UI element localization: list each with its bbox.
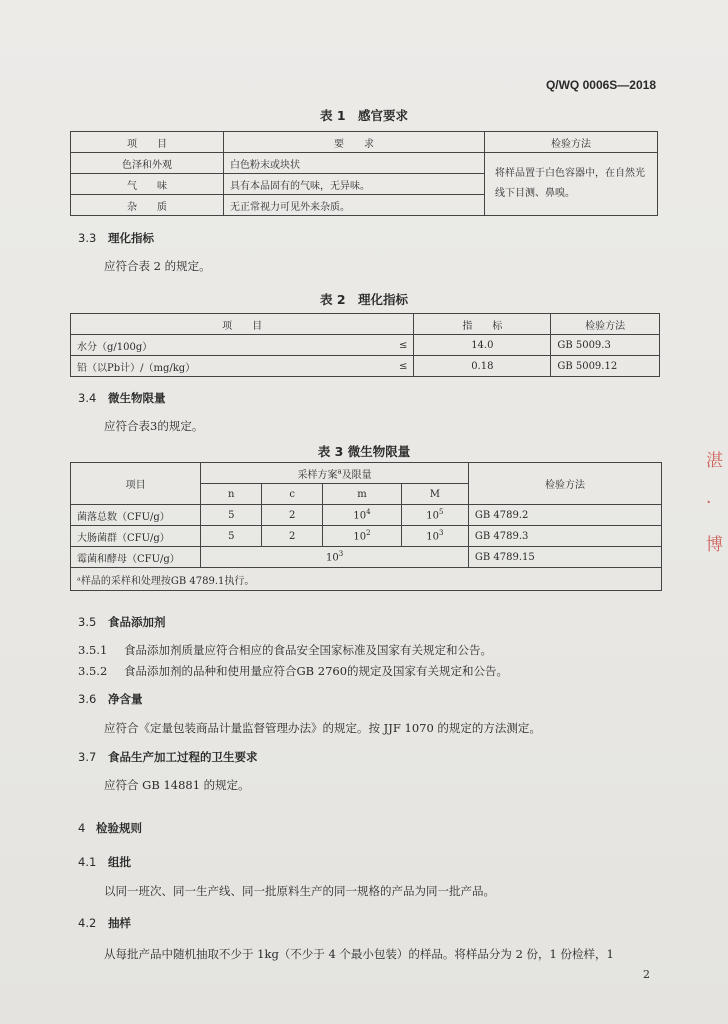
table1-row-requirement: 具有本品固有的气味，无异味。 xyxy=(224,174,485,195)
table3-row-n: 5 xyxy=(201,526,262,547)
table2 xyxy=(70,313,660,377)
table1-row-requirement: 白色粉末或块状 xyxy=(224,153,485,174)
table3-row-method: GB 4789.3 xyxy=(468,526,661,547)
section-3-4-heading: 3.4 微生物限量 xyxy=(78,391,166,405)
section-3-7-text: 应符合 GB 14881 的规定。 xyxy=(104,778,250,792)
page-number: 2 xyxy=(643,968,650,981)
section-3-3-text: 应符合表 2 的规定。 xyxy=(104,259,211,273)
table3-row-item: 大肠菌群（CFU/g） xyxy=(71,526,201,547)
table1 xyxy=(70,131,658,216)
section-4-2-text: 从每批产品中随机抽取不少于 1kg（不少于 4 个最小包装）的样品。将样品分为 2 份，1 份检样，1 xyxy=(104,947,614,961)
section-3-5-1: 3.5.1 食品添加剂质量应符合相应的食品安全国家标准及国家有关规定和公告。 xyxy=(78,643,492,657)
table3-row-M: $10^3$ xyxy=(401,526,468,547)
table3-row-c: 2 xyxy=(262,505,323,526)
table3-header-item: 项目 xyxy=(71,463,201,505)
table3-mold-method: GB 4789.15 xyxy=(468,547,661,568)
section-3-3-heading: 3.3 理化指标 xyxy=(78,231,154,245)
section-4-1-heading: 4.1 组批 xyxy=(78,855,131,869)
table3-sub-c: c xyxy=(262,484,323,505)
table2-header-item: 项 目 xyxy=(71,314,414,335)
table3-footnote: ᵃ样品的采样和处理按GB 4789.1执行。 xyxy=(71,568,662,591)
section-3-7-heading: 3.7 食品生产加工过程的卫生要求 xyxy=(78,750,258,764)
table1-method: 将样品置于白色容器中，在自然光线下目测、鼻嗅。 xyxy=(485,153,658,216)
section-3-4-text: 应符合表3的规定。 xyxy=(104,419,204,433)
table2-row-operator: ≤ xyxy=(387,335,414,356)
table2-row-value: 14.0 xyxy=(414,335,551,356)
table2-row-item: 铅（以Pb计）/（mg/kg） xyxy=(71,356,388,377)
table3-row-M: $10^5$ xyxy=(401,505,468,526)
table1-header-item: 项 目 xyxy=(71,132,224,153)
table3-row-method: GB 4789.2 xyxy=(468,505,661,526)
section-3-5-2: 3.5.2 食品添加剂的品种和使用量应符合GB 2760的规定及国家有关规定和公告。 xyxy=(78,664,509,678)
table3-title: 表 3 微生物限量 xyxy=(317,444,411,459)
table3-row-m: $10^2$ xyxy=(323,526,402,547)
red-stamp-fragment: 湛 · 博 xyxy=(706,451,723,555)
section-3-5-heading: 3.5 食品添加剂 xyxy=(78,615,166,629)
table2-header-method: 检验方法 xyxy=(551,314,660,335)
table3-mold-item: 霉菌和酵母（CFU/g） xyxy=(71,547,201,568)
table3 xyxy=(70,462,662,591)
table2-header-value: 指 标 xyxy=(414,314,551,335)
section-3-6-heading: 3.6 净含量 xyxy=(78,692,143,706)
table2-row-item: 水分（g/100g） xyxy=(71,335,388,356)
table2-row-operator: ≤ xyxy=(387,356,414,377)
table2-row-method: GB 5009.12 xyxy=(551,356,660,377)
table3-row-c: 2 xyxy=(262,526,323,547)
section-4-1-text: 以同一班次、同一生产线、同一批原料生产的同一规格的产品为同一批产品。 xyxy=(104,884,495,898)
table3-sub-M: M xyxy=(401,484,468,505)
table3-mold-limit: $10^3$ xyxy=(201,547,469,568)
table3-header-plan: 采样方案$^a$及限量 xyxy=(201,463,469,484)
table1-row-item: 色泽和外观 xyxy=(71,153,224,174)
section-4-heading: 4 检验规则 xyxy=(78,821,142,835)
table2-title: 表 2 理化指标 xyxy=(319,292,409,307)
section-3-6-text: 应符合《定量包装商品计量监督管理办法》的规定。按 JJF 1070 的规定的方法测定。 xyxy=(104,721,541,735)
table1-row-item: 杂 质 xyxy=(71,195,224,216)
table3-sub-n: n xyxy=(201,484,262,505)
table1-row-item: 气 味 xyxy=(71,174,224,195)
section-4-2-heading: 4.2 抽样 xyxy=(78,916,131,930)
table1-header-method: 检验方法 xyxy=(485,132,658,153)
table1-header-requirement: 要 求 xyxy=(224,132,485,153)
table3-row-m: $10^4$ xyxy=(323,505,402,526)
table1-title: 表 1 感官要求 xyxy=(319,108,409,123)
table2-row-value: 0.18 xyxy=(414,356,551,377)
table3-header-method: 检验方法 xyxy=(468,463,661,505)
table3-row-item: 菌落总数（CFU/g） xyxy=(71,505,201,526)
table3-sub-m: m xyxy=(323,484,402,505)
standard-code: Q/WQ 0006S—2018 xyxy=(545,78,656,92)
table3-row-n: 5 xyxy=(201,505,262,526)
table1-row-requirement: 无正常视力可见外来杂质。 xyxy=(224,195,485,216)
table2-row-method: GB 5009.3 xyxy=(551,335,660,356)
